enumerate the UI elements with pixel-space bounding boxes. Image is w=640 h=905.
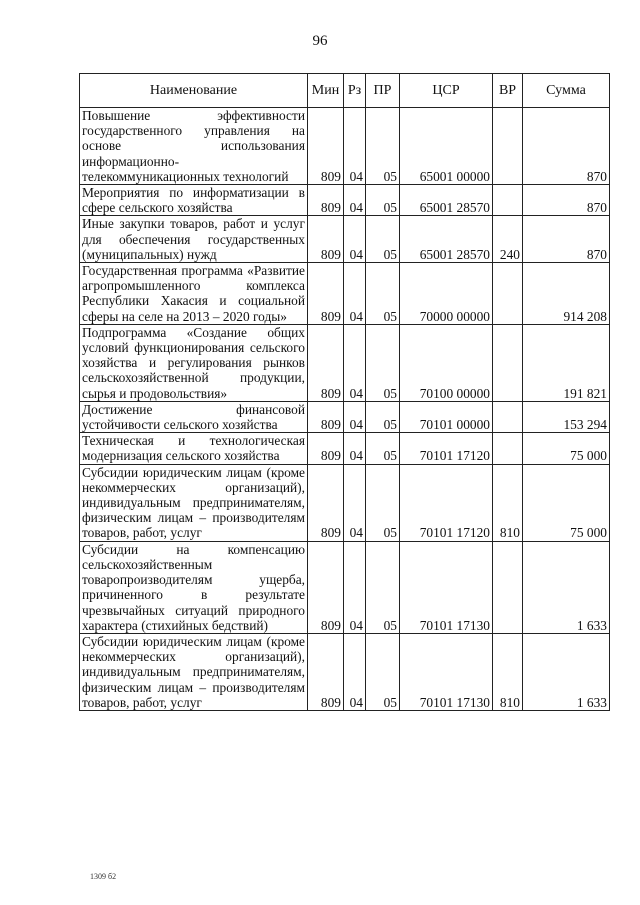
cell-csr: 70000 00000 <box>400 263 493 325</box>
cell-name: Субсидии на компенсацию сельскохозяйственным товаропроизводителям ущерба, причиненного в результате чрезвычайных ситуаций природного характера (стихийных бедствий) <box>80 541 308 633</box>
table-row <box>80 216 610 263</box>
cell-vr: 810 <box>493 633 523 710</box>
cell-min: 809 <box>308 263 344 325</box>
cell-name: Мероприятия по информатизации в сфере сельского хозяйства <box>80 185 308 216</box>
cell-pr: 05 <box>366 216 400 263</box>
cell-min: 809 <box>308 216 344 263</box>
cell-min: 809 <box>308 433 344 464</box>
cell-pr: 05 <box>366 464 400 541</box>
cell-vr <box>493 541 523 633</box>
cell-sum: 914 208 <box>523 263 610 325</box>
table-row <box>80 433 610 464</box>
table-body <box>80 108 610 711</box>
cell-sum: 191 821 <box>523 324 610 401</box>
cell-vr <box>493 263 523 325</box>
cell-pr: 05 <box>366 633 400 710</box>
cell-sum: 1 633 <box>523 633 610 710</box>
cell-rz: 04 <box>344 633 366 710</box>
cell-csr: 70101 17120 <box>400 433 493 464</box>
table-header-row <box>80 74 610 108</box>
cell-csr: 70101 17120 <box>400 464 493 541</box>
cell-pr: 05 <box>366 324 400 401</box>
cell-min: 809 <box>308 464 344 541</box>
cell-sum: 1 633 <box>523 541 610 633</box>
footer-code: 1309 б2 <box>90 872 117 881</box>
table-row <box>80 324 610 401</box>
cell-rz: 04 <box>344 185 366 216</box>
cell-rz: 04 <box>344 464 366 541</box>
cell-csr: 65001 00000 <box>400 108 493 185</box>
cell-name: Подпрограмма «Создание общих условий функционирования сельского хозяйства и регулирования рынков сельскохозяйственной продукции, сырья и продовольствия» <box>80 324 308 401</box>
header-rz: Рз <box>344 74 366 108</box>
cell-sum: 153 294 <box>523 401 610 432</box>
cell-min: 809 <box>308 401 344 432</box>
page-number: 96 <box>312 33 328 49</box>
cell-csr: 70100 00000 <box>400 324 493 401</box>
cell-pr: 05 <box>366 401 400 432</box>
table-row <box>80 541 610 633</box>
cell-csr: 70101 00000 <box>400 401 493 432</box>
cell-csr: 70101 17130 <box>400 541 493 633</box>
cell-min: 809 <box>308 108 344 185</box>
header-min: Мин <box>308 74 344 108</box>
cell-rz: 04 <box>344 324 366 401</box>
cell-csr: 70101 17130 <box>400 633 493 710</box>
cell-name: Государственная программа «Развитие агропромышленного комплекса Республики Хакасия и социальной сферы на селе на 2013 – 2020 годы» <box>80 263 308 325</box>
cell-vr <box>493 185 523 216</box>
cell-rz: 04 <box>344 433 366 464</box>
header-pr: ПР <box>366 74 400 108</box>
cell-csr: 65001 28570 <box>400 216 493 263</box>
cell-name: Иные закупки товаров, работ и услуг для обеспечения государственных (муниципальных) нужд <box>80 216 308 263</box>
cell-min: 809 <box>308 541 344 633</box>
table-row <box>80 108 610 185</box>
cell-rz: 04 <box>344 541 366 633</box>
header-sum: Сумма <box>523 74 610 108</box>
table-row <box>80 633 610 710</box>
cell-rz: 04 <box>344 216 366 263</box>
cell-min: 809 <box>308 633 344 710</box>
table-row <box>80 263 610 325</box>
table-row <box>80 464 610 541</box>
cell-pr: 05 <box>366 433 400 464</box>
cell-rz: 04 <box>344 401 366 432</box>
cell-sum: 75 000 <box>523 433 610 464</box>
cell-sum: 75 000 <box>523 464 610 541</box>
cell-rz: 04 <box>344 108 366 185</box>
cell-pr: 05 <box>366 263 400 325</box>
cell-min: 809 <box>308 185 344 216</box>
table-row <box>80 401 610 432</box>
cell-sum: 870 <box>523 216 610 263</box>
cell-name: Достижение финансовой устойчивости сельского хозяйства <box>80 401 308 432</box>
header-name: Наименование <box>80 74 308 108</box>
table-row <box>80 185 610 216</box>
cell-name: Субсидии юридическим лицам (кроме некоммерческих организаций), индивидуальным предпринимателям, физическим лицам – производителям товаров, работ, услуг <box>80 633 308 710</box>
cell-name: Повышение эффективности государственного управления на основе использования информационно-телекоммуникационных технологий <box>80 108 308 185</box>
cell-sum: 870 <box>523 108 610 185</box>
budget-table <box>79 73 610 711</box>
header-vr: ВР <box>493 74 523 108</box>
cell-pr: 05 <box>366 185 400 216</box>
header-csr: ЦСР <box>400 74 493 108</box>
cell-vr <box>493 108 523 185</box>
cell-vr: 240 <box>493 216 523 263</box>
cell-name: Техническая и технологическая модернизация сельского хозяйства <box>80 433 308 464</box>
cell-vr: 810 <box>493 464 523 541</box>
cell-vr <box>493 324 523 401</box>
cell-min: 809 <box>308 324 344 401</box>
cell-pr: 05 <box>366 541 400 633</box>
cell-name: Субсидии юридическим лицам (кроме некоммерческих организаций), индивидуальным предпринимателям, физическим лицам – производителям товаров, работ, услуг <box>80 464 308 541</box>
cell-sum: 870 <box>523 185 610 216</box>
cell-pr: 05 <box>366 108 400 185</box>
cell-csr: 65001 28570 <box>400 185 493 216</box>
cell-vr <box>493 401 523 432</box>
cell-rz: 04 <box>344 263 366 325</box>
cell-vr <box>493 433 523 464</box>
